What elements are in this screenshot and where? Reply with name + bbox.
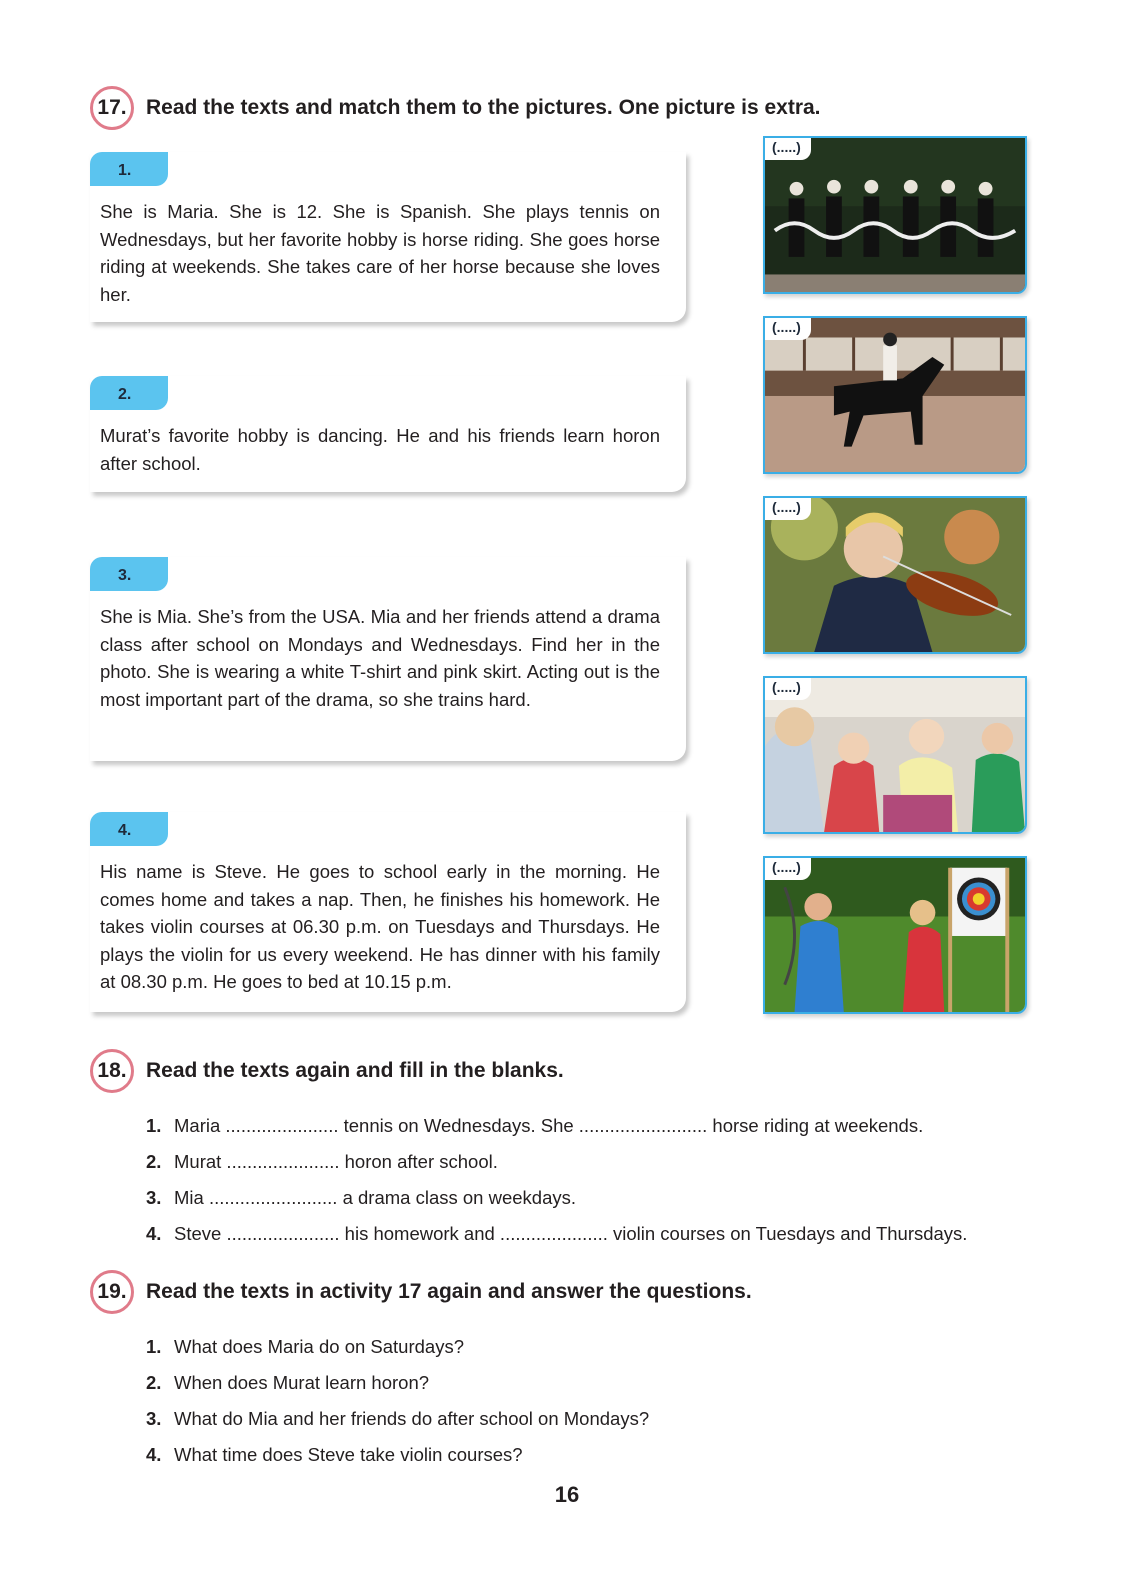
item-text: Murat ...................... horon after school.	[174, 1151, 498, 1172]
text-card-number: 1.	[118, 162, 132, 179]
text-card-number: 3.	[118, 567, 132, 584]
horse-rider-photo-icon	[765, 318, 1025, 472]
picture-answer-slot[interactable]: (.....)	[764, 677, 811, 700]
picture-folk-dancers	[763, 136, 1027, 294]
text-card-body: His name is Steve. He goes to school early in the morning. He comes home and takes a nap. Then, he finishes his homework. He takes violin courses at 06.30 p.m. on Tuesdays and Thursdays. He plays the violin for us every weekend. He has dinner with his family at 08.30 p.m. He goes to bed at 10.15 p.m.	[100, 861, 660, 993]
text-card-body: She is Mia. She’s from the USA. Mia and her friends attend a drama class after school on Mondays and Wednesdays. Find her in the photo. She is wearing a white T-shirt and pink skirt. Acting out is the most important part of the drama, so she trains hard.	[100, 606, 660, 710]
picture-violin-boy	[763, 496, 1027, 654]
item-text: What does Maria do on Saturdays?	[174, 1336, 464, 1357]
picture-horse-rider	[763, 316, 1027, 474]
text-card-tab	[90, 376, 168, 410]
picture-answer-slot[interactable]: (.....)	[764, 857, 811, 880]
text-card-tab	[90, 152, 168, 186]
item-number: 4.	[146, 1223, 162, 1244]
archery-photo-icon	[765, 858, 1025, 1012]
activity-18-title: Read the texts again and fill in the blanks.	[146, 1059, 564, 1082]
item-number: 1.	[146, 1115, 162, 1136]
text-card-tab	[90, 557, 168, 591]
fill-in-item-4	[146, 1223, 967, 1245]
fill-in-item-3	[146, 1187, 576, 1209]
item-text: Maria ...................... tennis on Wednesdays. She ......................... horse riding at weekends.	[174, 1115, 924, 1136]
item-number: 1.	[146, 1336, 162, 1357]
item-number: 3.	[146, 1408, 162, 1429]
text-card-number: 4.	[118, 822, 132, 839]
picture-answer-slot[interactable]: (.....)	[764, 497, 811, 520]
activity-19-title: Read the texts in activity 17 again and answer the questions.	[146, 1280, 752, 1303]
question-item-1	[146, 1336, 464, 1358]
picture-archery	[763, 856, 1027, 1014]
item-text: Steve ...................... his homework and ..................... violin courses on Tuesdays and Thursdays.	[174, 1223, 968, 1244]
item-number: 2.	[146, 1372, 162, 1393]
item-number: 3.	[146, 1187, 162, 1208]
text-card-number: 2.	[118, 386, 132, 403]
question-item-2	[146, 1372, 429, 1394]
question-item-4	[146, 1444, 523, 1466]
text-card-1	[90, 152, 686, 322]
activity-17-title: Read the texts and match them to the pictures. One picture is extra.	[146, 96, 821, 119]
item-text: What do Mia and her friends do after school on Mondays?	[174, 1408, 650, 1429]
activity-18-number: 18.	[90, 1049, 134, 1093]
item-number: 2.	[146, 1151, 162, 1172]
text-card-4	[90, 812, 686, 1012]
text-card-2	[90, 376, 686, 492]
picture-answer-slot[interactable]: (.....)	[764, 317, 811, 340]
item-text: Mia ......................... a drama class on weekdays.	[174, 1187, 577, 1208]
fill-in-item-2	[146, 1151, 498, 1173]
text-card-body: She is Maria. She is 12. She is Spanish. She plays tennis on Wednesdays, but her favorite hobby is horse riding. She goes horse riding at weekends. She takes care of her horse because she loves her.	[100, 201, 660, 305]
fill-in-item-1	[146, 1115, 923, 1137]
activity-17-number: 17.	[90, 86, 134, 130]
question-item-3	[146, 1408, 649, 1430]
activity-19-number: 19.	[90, 1270, 134, 1314]
item-text: When does Murat learn horon?	[174, 1372, 430, 1393]
picture-drama-girls	[763, 676, 1027, 834]
violin-boy-photo-icon	[765, 498, 1025, 652]
text-card-tab	[90, 812, 168, 846]
text-card-body: Murat’s favorite hobby is dancing. He and his friends learn horon after school.	[100, 425, 660, 474]
text-card-3	[90, 557, 686, 761]
picture-answer-slot[interactable]: (.....)	[764, 137, 811, 160]
folk-dancers-photo-icon	[765, 138, 1025, 292]
item-text: What time does Steve take violin courses?	[174, 1444, 523, 1465]
item-number: 4.	[146, 1444, 162, 1465]
page-number: 16	[554, 1482, 580, 1507]
drama-girls-photo-icon	[765, 678, 1025, 832]
